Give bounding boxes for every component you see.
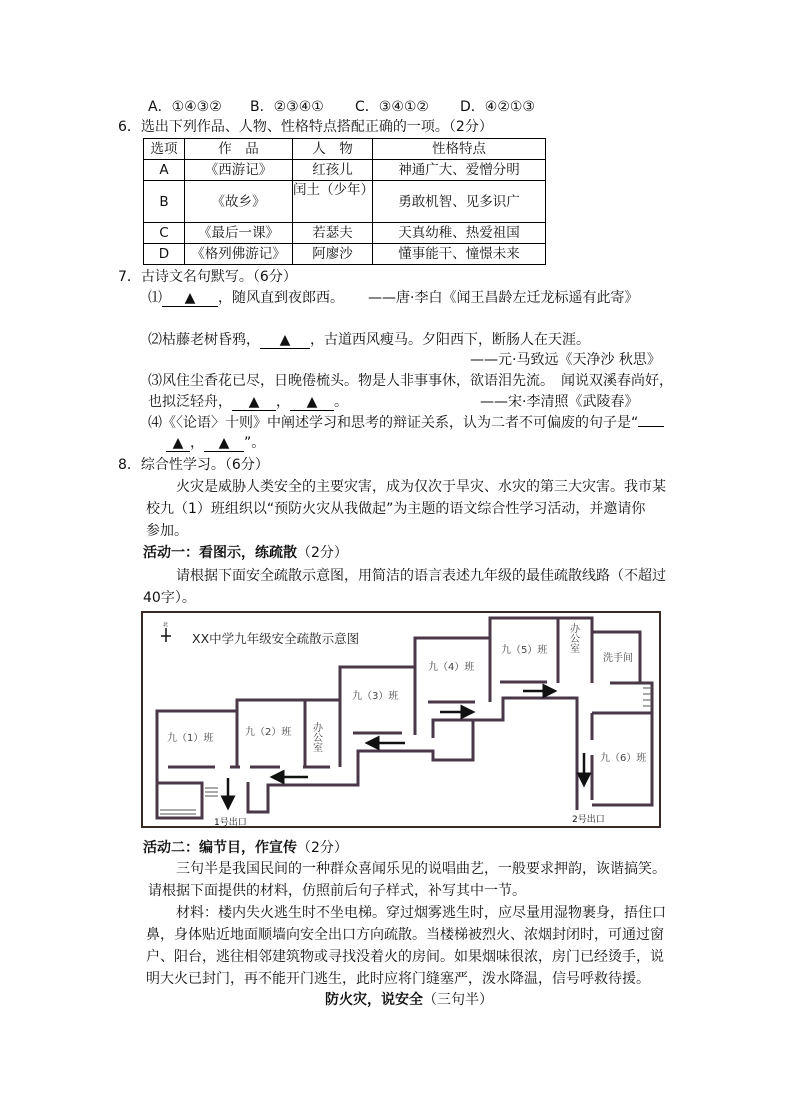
table-header-row: [144, 139, 546, 160]
q7-item-2: [148, 331, 590, 349]
q7-item-3-line1: ⑶风住尘香花已尽，日晚倦梳头。物是人非事事休，欲语泪先流。 闻说双溪春尚好，: [148, 373, 673, 389]
room-label: 九（3）班: [352, 691, 399, 702]
answer-blank[interactable]: ▲: [166, 435, 190, 452]
q8-intro-line: 参加。: [146, 523, 188, 539]
q5-option-a: A．①④③②: [148, 99, 222, 115]
activity-score: （2分）: [297, 840, 348, 856]
room-label: 办公室: [567, 623, 579, 653]
answer-blank[interactable]: ▲: [204, 435, 244, 452]
q7-stem: 7．古诗文名句默写。（6分）: [118, 269, 297, 285]
table-cell: 《格列佛游记》: [185, 244, 293, 265]
room-label: 九（5）班: [501, 645, 548, 656]
table-cell: 若瑟夫: [293, 223, 373, 244]
exit-label: 2号出口: [572, 815, 605, 825]
table-cell: A: [144, 160, 185, 181]
room-label: 九（6）班: [600, 753, 647, 764]
piece-subtitle: （三句半）: [423, 992, 493, 1008]
answer-blank[interactable]: ▲: [232, 394, 276, 411]
verse-text: ，随风直到夜郎西。: [218, 290, 344, 306]
table-cell: 勇敢机智、见多识广: [373, 181, 546, 223]
q5-option-d: D．④②①③: [460, 99, 535, 115]
q5-option-c: C．③④①②: [355, 99, 429, 115]
room-label: 办公室: [310, 722, 322, 752]
table-cell: 阿廖沙: [293, 244, 373, 265]
activity-2-text: 三句半是我国民间的一种群众喜闻乐见的说唱曲艺，一般要求押韵，诙谐搞笑。: [176, 861, 666, 877]
header-cell: 选项: [144, 139, 185, 160]
piece-title: [325, 991, 493, 1009]
activity-1-text: 请根据下面安全疏散示意图，用简洁的语言表述九年级的最佳疏散线路（不超过: [176, 568, 666, 584]
verse-text: ”。: [244, 435, 266, 451]
material-line: 鼻，身体贴近地面顺墙向安全出口方向疏散。当楼梯被烈火、浓烟封闭时，可通过窗: [146, 927, 664, 943]
answer-blank[interactable]: ▲: [162, 290, 218, 307]
table-row: [144, 244, 546, 265]
table-row: [144, 160, 546, 181]
item-number: ⑴: [148, 290, 162, 306]
table-cell: 闰土（少年）: [293, 181, 373, 223]
north-label: 北: [163, 622, 169, 628]
material-line: 户、阳台，逃往相邻建筑物或寻找没着火的房间。如果烟味很浓，房门已经烫手，说: [146, 949, 664, 965]
answer-blank-start[interactable]: [638, 426, 664, 427]
room-label: 洗手间: [603, 653, 633, 664]
verse-text: ⑷《〈论语〉十则》中阐述学习和思考的辩证关系，认为二者不可偏废的句子是“: [148, 415, 639, 431]
q6-table: [143, 138, 546, 265]
diagram-title: XX中学九年级安全疏散示意图: [192, 631, 360, 646]
verse-text: ，: [276, 394, 290, 410]
activity-score: （2分）: [297, 545, 348, 561]
q5-option-b: B．②③④①: [250, 99, 324, 115]
verse-text: ，: [190, 435, 204, 451]
q7-item-2-source: ——元·马致远《天净沙 秋思》: [470, 352, 661, 368]
activity-2-text: 请根据下面提供的材料，仿照前后句子样式，补写其中一节。: [148, 883, 526, 899]
table-cell: B: [144, 181, 185, 223]
room-label: 九（2）班: [245, 727, 292, 738]
q7-item-1-source: ——唐·李白《闻王昌龄左迁龙标遥有此寄》: [368, 290, 639, 306]
q8-intro-line: 校九（1）班组织以“预防火灾从我做起”为主题的语文综合性学习活动，并邀请你: [146, 501, 646, 517]
activity-1-text: 40字）。: [143, 590, 196, 606]
q8-intro-line: 火灾是威胁人类安全的主要灾害，成为仅次于旱灾、水灾的第三大灾害。我市某: [176, 479, 666, 495]
activity-title: 活动一：看图示，练疏散: [143, 545, 297, 561]
verse-text: ⑵枯藤老树昏鸦，: [148, 332, 260, 348]
table-cell: 《最后一课》: [185, 223, 293, 244]
answer-blank[interactable]: ▲: [260, 332, 310, 349]
table-row: [144, 181, 546, 223]
activity-1-heading: [143, 544, 348, 562]
table-cell: 天真幼稚、热爱祖国: [373, 223, 546, 244]
q7-item-4-line2: [166, 434, 265, 452]
header-cell: 性格特点: [373, 139, 546, 160]
table-cell: 《西游记》: [185, 160, 293, 181]
room-label: 九（4）班: [428, 662, 475, 673]
exit-label: 1号出口: [214, 818, 247, 828]
activity-title: 活动二：编节目，作宣传: [143, 840, 297, 856]
table-cell: 神通广大、爱憎分明: [373, 160, 546, 181]
q7-item-1: [148, 289, 344, 307]
verse-text: ，古道西风瘦马。夕阳西下，断肠人在天涯。: [310, 332, 590, 348]
table-row: [144, 223, 546, 244]
q7-item-3-source: ——宋·李清照《武陵春》: [480, 394, 639, 410]
answer-blank[interactable]: ▲: [290, 394, 334, 411]
activity-2-heading: [143, 839, 348, 857]
evacuation-diagram: [140, 610, 705, 830]
table-cell: 懂事能干、憧憬未来: [373, 244, 546, 265]
table-cell: 红孩儿: [293, 160, 373, 181]
header-cell: 作 品: [185, 139, 293, 160]
table-cell: C: [144, 223, 185, 244]
table-cell: 《故乡》: [185, 181, 293, 223]
q8-stem: 8．综合性学习。（6分）: [118, 457, 269, 473]
q7-item-3-line2: [148, 393, 348, 411]
verse-text: 也拟泛轻舟，: [148, 394, 232, 410]
q6-stem: 6．选出下列作品、人物、性格特点搭配正确的一项。（2分）: [118, 119, 493, 135]
table-cell: D: [144, 244, 185, 265]
header-cell: 人 物: [293, 139, 373, 160]
piece-title-text: 防火灾，说安全: [325, 992, 423, 1008]
material-line: 明大火已封门，再不能开门逃生，此时应将门缝塞严，泼水降温，信号呼救待援。: [146, 971, 650, 987]
material-line: 材料：楼内失火逃生时不坐电梯。穿过烟雾逃生时，应尽量用湿物裹身，捂住口: [176, 905, 666, 921]
verse-text: 。: [334, 394, 348, 410]
q7-item-4-line1: [148, 414, 664, 432]
room-label: 九（1）班: [167, 733, 214, 744]
